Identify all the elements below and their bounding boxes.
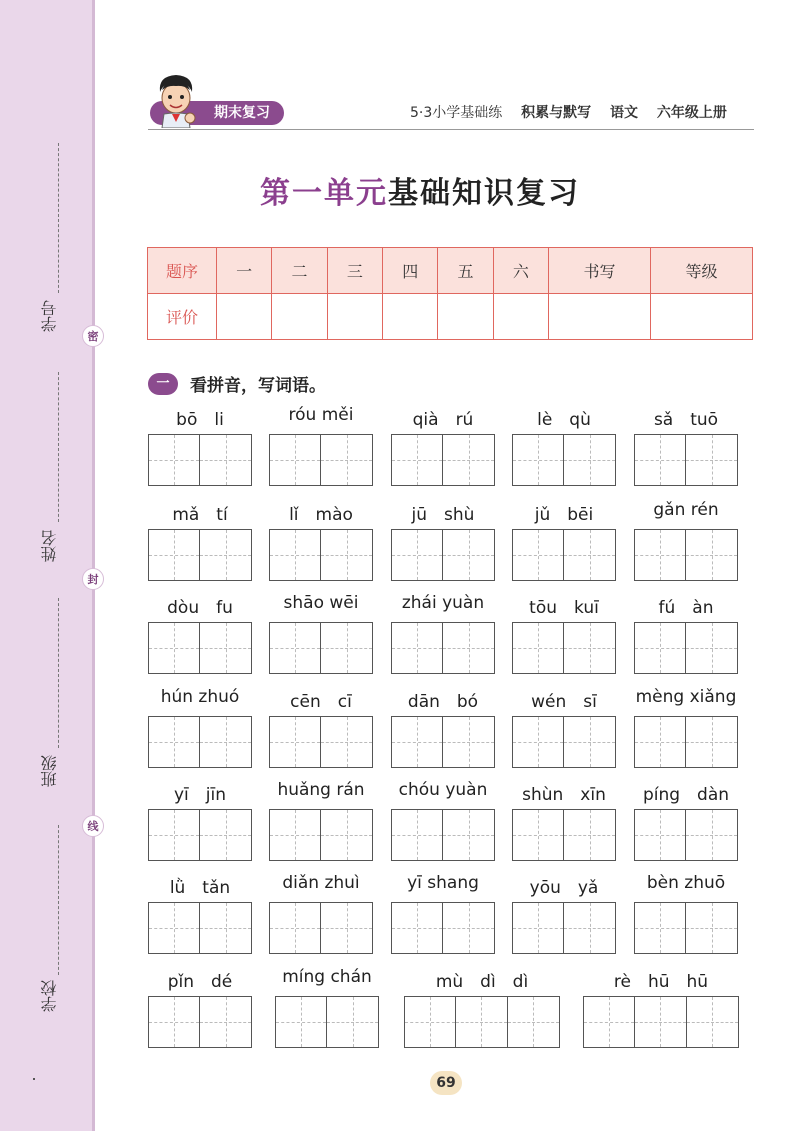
writing-cell[interactable]: [513, 623, 564, 673]
writing-grid[interactable]: [391, 434, 495, 486]
writing-cell[interactable]: [686, 530, 737, 580]
writing-cell[interactable]: [200, 997, 251, 1047]
pinyin-label: gǎn rén: [653, 500, 719, 520]
writing-cell[interactable]: [321, 530, 372, 580]
writing-grid[interactable]: [269, 809, 373, 861]
score-cell: 评价: [148, 294, 217, 340]
writing-grid[interactable]: [269, 529, 373, 581]
pinyin-label: diǎn zhuì: [282, 873, 360, 893]
writing-cell[interactable]: [200, 435, 251, 485]
writing-cell[interactable]: [513, 717, 564, 767]
writing-grid[interactable]: [634, 529, 738, 581]
writing-cell[interactable]: [149, 623, 200, 673]
seal-feng: 封: [82, 568, 104, 590]
writing-grid[interactable]: [148, 716, 252, 768]
writing-grid[interactable]: [391, 529, 495, 581]
writing-cell[interactable]: [270, 717, 321, 767]
pinyin-label: dòu fu: [167, 598, 233, 618]
dashed-line: [58, 372, 59, 522]
writing-grid[interactable]: [512, 716, 616, 768]
score-input-cell[interactable]: [383, 294, 438, 340]
writing-cell[interactable]: [321, 717, 372, 767]
page-title: [0, 168, 790, 212]
score-cell: 题序: [148, 248, 217, 294]
writing-cell[interactable]: [687, 997, 738, 1047]
writing-cell[interactable]: [686, 435, 737, 485]
writing-cell[interactable]: [392, 530, 443, 580]
writing-cell[interactable]: [270, 810, 321, 860]
writing-cell[interactable]: [443, 717, 494, 767]
writing-cell[interactable]: [327, 997, 378, 1047]
dashed-line: [58, 825, 59, 975]
writing-cell[interactable]: [635, 997, 686, 1047]
score-table-eval-row: [148, 294, 753, 340]
score-cell: 三: [327, 248, 382, 294]
writing-cell[interactable]: [513, 530, 564, 580]
pinyin-label: pǐn dé: [167, 972, 233, 992]
subject-name: 语文: [610, 105, 639, 121]
pinyin-label: bèn zhuō: [646, 873, 726, 893]
score-cell: 六: [493, 248, 548, 294]
student-id-label: 学号: [40, 300, 59, 332]
writing-cell[interactable]: [584, 997, 635, 1047]
score-cell: 一: [217, 248, 272, 294]
writing-cell[interactable]: [635, 623, 686, 673]
writing-grid[interactable]: [148, 622, 252, 674]
pinyin-label: mù dì dì: [435, 972, 529, 992]
writing-cell[interactable]: [321, 435, 372, 485]
writing-grid[interactable]: [512, 622, 616, 674]
pinyin-label: sǎ tuō: [653, 410, 719, 430]
writing-grid[interactable]: [391, 809, 495, 861]
pinyin-label: yī shang: [407, 873, 479, 893]
seal-mi: 密: [82, 325, 104, 347]
header-divider: [148, 129, 754, 130]
writing-grid[interactable]: [148, 996, 252, 1048]
writing-grid[interactable]: [391, 902, 495, 954]
name-label: 姓名: [40, 530, 59, 562]
score-input-cell[interactable]: [549, 294, 651, 340]
writing-cell[interactable]: [200, 623, 251, 673]
writing-grid[interactable]: [269, 716, 373, 768]
writing-cell[interactable]: [443, 810, 494, 860]
writing-cell[interactable]: [276, 997, 327, 1047]
writing-cell[interactable]: [443, 435, 494, 485]
pinyin-label: bō li: [176, 410, 224, 430]
pinyin-label: huǎng rán: [277, 780, 365, 800]
writing-cell[interactable]: [508, 997, 559, 1047]
pinyin-label: tōu kuī: [529, 598, 599, 618]
score-input-cell[interactable]: [327, 294, 382, 340]
title-unit: 第一单元: [260, 176, 388, 211]
writing-cell[interactable]: [635, 530, 686, 580]
writing-cell[interactable]: [200, 810, 251, 860]
writing-grid[interactable]: [634, 902, 738, 954]
writing-cell[interactable]: [564, 435, 615, 485]
writing-cell[interactable]: [270, 623, 321, 673]
pinyin-label: wén sī: [531, 692, 597, 712]
margin-dot: [33, 1078, 35, 1080]
review-badge: 期末复习: [150, 101, 284, 125]
writing-cell[interactable]: [149, 530, 200, 580]
writing-cell[interactable]: [321, 623, 372, 673]
writing-grid[interactable]: [634, 622, 738, 674]
title-topic: 基础知识复习: [388, 176, 580, 211]
header-info: [410, 102, 741, 122]
pinyin-label: píng dàn: [642, 785, 730, 805]
page-number: 69: [430, 1071, 462, 1095]
book-name: 积累与默写: [521, 105, 592, 121]
score-cell: 二: [272, 248, 327, 294]
pinyin-label: lǜ tǎn: [169, 878, 231, 898]
writing-cell[interactable]: [270, 530, 321, 580]
pinyin-label: dān bó: [407, 692, 479, 712]
pinyin-label: rè hū hū: [613, 972, 709, 992]
writing-cell[interactable]: [270, 903, 321, 953]
pinyin-label: qià rú: [412, 410, 474, 430]
writing-grid[interactable]: [512, 434, 616, 486]
writing-cell[interactable]: [513, 810, 564, 860]
seal-xian: 线: [82, 815, 104, 837]
pinyin-label: lè qù: [537, 410, 591, 430]
writing-cell[interactable]: [200, 717, 251, 767]
writing-cell[interactable]: [635, 717, 686, 767]
writing-grid[interactable]: [391, 716, 495, 768]
writing-grid[interactable]: [148, 902, 252, 954]
writing-grid[interactable]: [512, 902, 616, 954]
pinyin-label: míng chán: [282, 967, 372, 987]
writing-cell[interactable]: [686, 717, 737, 767]
dashed-line: [58, 143, 59, 293]
writing-cell[interactable]: [270, 435, 321, 485]
score-cell: 书写: [549, 248, 651, 294]
score-input-cell[interactable]: [650, 294, 752, 340]
writing-grid[interactable]: [269, 622, 373, 674]
pinyin-label: hún zhuó: [160, 687, 240, 707]
writing-cell[interactable]: [513, 435, 564, 485]
writing-cell[interactable]: [456, 997, 507, 1047]
writing-cell[interactable]: [200, 530, 251, 580]
writing-grid[interactable]: [512, 529, 616, 581]
writing-cell[interactable]: [686, 623, 737, 673]
writing-cell[interactable]: [635, 903, 686, 953]
writing-cell[interactable]: [149, 997, 200, 1047]
score-table: [147, 247, 753, 340]
writing-cell[interactable]: [392, 717, 443, 767]
section-instruction: 看拼音，写词语。: [190, 376, 326, 396]
pinyin-label: chóu yuàn: [398, 780, 488, 800]
writing-cell[interactable]: [513, 903, 564, 953]
writing-grid[interactable]: [512, 809, 616, 861]
writing-cell[interactable]: [635, 810, 686, 860]
pinyin-label: yī jīn: [173, 785, 226, 805]
pinyin-label: mǎ tí: [172, 505, 228, 525]
writing-cell[interactable]: [392, 435, 443, 485]
score-input-cell[interactable]: [217, 294, 272, 340]
writing-grid[interactable]: [404, 996, 560, 1048]
writing-cell[interactable]: [686, 810, 737, 860]
writing-grid[interactable]: [634, 809, 738, 861]
pinyin-label: lǐ mào: [289, 505, 353, 525]
writing-cell[interactable]: [149, 810, 200, 860]
writing-grid[interactable]: [391, 622, 495, 674]
writing-cell[interactable]: [200, 903, 251, 953]
writing-cell[interactable]: [149, 435, 200, 485]
writing-cell[interactable]: [635, 435, 686, 485]
writing-cell[interactable]: [149, 903, 200, 953]
writing-grid[interactable]: [269, 434, 373, 486]
pinyin-label: cēn cī: [290, 692, 352, 712]
writing-grid[interactable]: [634, 434, 738, 486]
score-input-cell[interactable]: [493, 294, 548, 340]
pinyin-label: yōu yǎ: [529, 878, 599, 898]
writing-cell[interactable]: [321, 903, 372, 953]
writing-grid[interactable]: [275, 996, 379, 1048]
pinyin-label: shāo wēi: [283, 593, 359, 613]
writing-cell[interactable]: [564, 810, 615, 860]
writing-cell[interactable]: [443, 623, 494, 673]
writing-grid[interactable]: [148, 809, 252, 861]
score-cell: 五: [438, 248, 493, 294]
writing-grid[interactable]: [148, 434, 252, 486]
writing-cell[interactable]: [149, 717, 200, 767]
writing-cell[interactable]: [392, 623, 443, 673]
score-cell: 等级: [650, 248, 752, 294]
writing-cell[interactable]: [443, 903, 494, 953]
grade-name: 六年级上册: [656, 105, 727, 121]
pinyin-label: shùn xīn: [522, 785, 606, 805]
class-label: 班级: [40, 755, 59, 787]
writing-cell[interactable]: [686, 903, 737, 953]
pinyin-label: zhái yuàn: [401, 593, 485, 613]
pinyin-label: jū shù: [411, 505, 475, 525]
score-table-header-row: [148, 248, 753, 294]
school-label: 学校: [40, 980, 59, 1012]
series-name: 5·3小学基础练: [410, 105, 503, 121]
writing-cell[interactable]: [405, 997, 456, 1047]
pinyin-label: mèng xiǎng: [635, 687, 737, 707]
section-heading: [148, 371, 326, 396]
writing-cell[interactable]: [392, 810, 443, 860]
dashed-line: [58, 598, 59, 748]
score-cell: 四: [383, 248, 438, 294]
score-input-cell[interactable]: [438, 294, 493, 340]
writing-cell[interactable]: [443, 530, 494, 580]
writing-cell[interactable]: [564, 903, 615, 953]
writing-cell[interactable]: [564, 717, 615, 767]
writing-grid[interactable]: [269, 902, 373, 954]
writing-cell[interactable]: [564, 623, 615, 673]
pinyin-label: fú àn: [658, 598, 714, 618]
pinyin-label: róu měi: [288, 405, 354, 425]
section-number: 一: [148, 373, 178, 395]
writing-grid[interactable]: [148, 529, 252, 581]
writing-cell[interactable]: [321, 810, 372, 860]
cartoon-boy-icon: [150, 72, 202, 128]
writing-cell[interactable]: [564, 530, 615, 580]
pinyin-label: jǔ bēi: [534, 505, 594, 525]
writing-grid[interactable]: [634, 716, 738, 768]
writing-cell[interactable]: [392, 903, 443, 953]
writing-grid[interactable]: [583, 996, 739, 1048]
score-input-cell[interactable]: [272, 294, 327, 340]
